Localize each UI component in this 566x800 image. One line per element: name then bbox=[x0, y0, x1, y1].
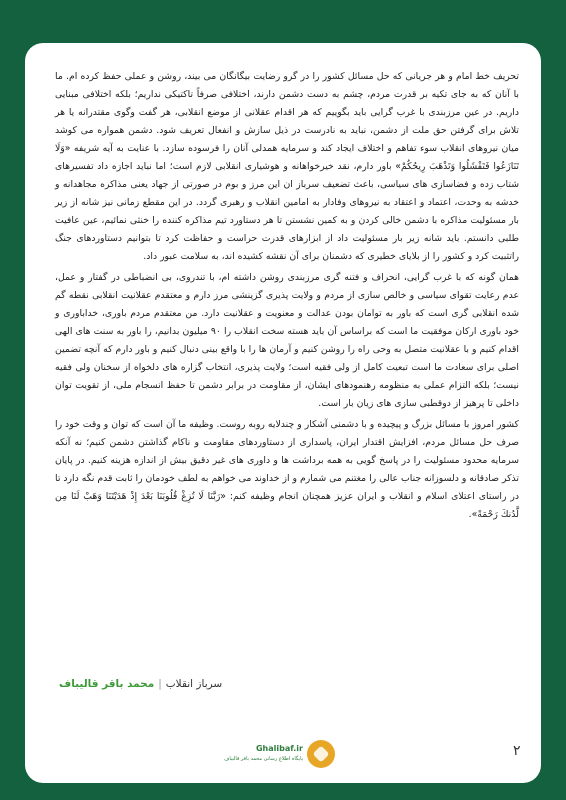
signature-name: محمد باقر قالیباف bbox=[59, 678, 155, 690]
signature bbox=[25, 678, 519, 690]
paragraph-2: همان گونه که با غرب گرایی، انحراف و فتنه گری مرزبندی روشن داشته ام، با تندروی، بی انضباطی در گفتار و عمل، عدم رعایت تقوای سیاسی و خالص سازی از مردم و ولایت پذیری گزینشی مرز دارم و معتقدم عقلانیت انقلابی نقطه گم شده انقلابی گری است که باور به توامان بودن عدالت و معنویت و عقلانیت دارد. من معتقدم مردم باوری، خداباوری و خود باوری ارکان موفقیت ما است که براساس آن باید هسته سخت انقلاب را ۹۰ میلیون بدانیم، را باور به سنت های الهی اقدام کنیم و با عقلانیت متصل به وحی راه را روشن کنیم و آرمان ها را با واقع بینی دنبال کنیم و باور دارم که آنچه تضمین اصلی برای سعادت ما است تبعیت کامل از ولی فقیه است؛ ولایت پذیری، انتخاب گزاره های دلخواه از سخنان ولی فقیه نیست؛ بلکه التزام عملی به منظومه رهنمودهای ایشان، از مقاومت در برابر دشمن تا حفظ انسجام ملی، از تقویت توان داخلی تا پرهیز از دوقطبی سازی های زیان بار است. bbox=[55, 272, 519, 409]
paragraph-1: تحریف خط امام و هر جریانی که حل مسائل کشور را در گرو رضایت بیگانگان می بیند، روشن و عملی حفظ کرده ام. ما با آنان که به جای تکیه بر قدرت مردم، چشم به دست دشمن دارند، اختلافی صرفاً تاکتیکی نداریم؛ بلکه اختلافی مبنایی داریم. در عین مرزبندی با غرب گرایی باید بگوییم که هر اقدام عقلانی از موضع انقلابی، هر گفت وگوی مقتدرانه یا هر تلاش برای گرفتن حق ملت از دشمن، نباید به نادرست در ذیل سازش و انفعال تعریف شود. دشمن همواره می کوشد میان نیروهای انقلاب سوء تفاهم و اختلاف ایجاد کند و سرمایه همدلی آنان را فرسوده سازد. با عنایت به آیه شریفه «وَلَا تَنَازَعُوا فَتَفْشَلُوا وَتَذْهَبَ رِيحُكُمْ» باور دارم، نقد خیرخواهانه و هوشیاری انقلابی لازم است؛ اما نباید اجازه داد تفسیرهای شتاب زده و فضاسازی های سیاسی، باعث تضعیف سرباز ان این مرز و بوم در صورتی از جهاد یعنی مذاکره مجاهدانه و خدشه به وحدت، اعتماد و اعتقاد به نیروهای وفادار به امامین انقلاب و رهبری گردد. در این مقطع زمانی نیز شانه از زیر بار مسئولیت مذاکره با دشمن خالی کردن و به کمین نشستن تا هر دستاورد تیم مذاکره کننده را خنثی نمائیم، عین عافیت طلبی دانستم. باید شانه زیر بار مسئولیت داد از ابزارهای قدرت حراست و حفاظت کرد تا بتوانیم دستاوردهای جنگ راتثبیت کرد و کشور را از بلایای خطیری که دشمنان برای آن نقشه کشیده اند، به سلامت عبور داد. bbox=[55, 71, 519, 262]
signature-separator: | bbox=[158, 678, 162, 690]
signature-title: سرباز انقلاب bbox=[165, 678, 223, 690]
logo-badge-icon bbox=[307, 740, 335, 768]
site-url: Ghalibaf.ir bbox=[255, 744, 303, 753]
document-page bbox=[25, 43, 541, 783]
page-number: ۲ bbox=[513, 743, 521, 759]
letter-body bbox=[55, 68, 519, 527]
paragraph-3: کشور امروز با مسائل بزرگ و پیچیده و با دشمنی آشکار و چندلایه روبه روست. وظیفه ما آن است که توان و وقت خود را صرف حل مسائل مردم، افزایش اقتدار ایران، پاسداری از دستاوردهای مقاومت و ناکام گذاشتن دشمن کنیم؛ نه آنکه سرمایه محدود مسئولیت را در پاسخ گویی به همه برداشت ها و داوری های غیر دقیق بیش از اندازه هزینه کنیم. در پایان تذکر صادقانه و دلسوزانه جناب عالی را مغتنم می شمارم و از خداوند می خواهم به لطف خودمان را ثابت قدم نگه دارد تا در راستای اعتلای اسلام و انقلاب و ایران عزیز همچنان انجام وظیفه کنم: «رَبَّنَا لَا تُزِغْ قُلُوبَنَا بَعْدَ إِذْ هَدَيْتَنَا وَهَبْ لَنَا مِن لَّدُنكَ رَحْمَةً». bbox=[55, 419, 519, 520]
site-tagline: پایگاه اطلاع رسانی محمد باقر قالیباف bbox=[224, 756, 303, 762]
site-logo[interactable] bbox=[225, 740, 337, 770]
